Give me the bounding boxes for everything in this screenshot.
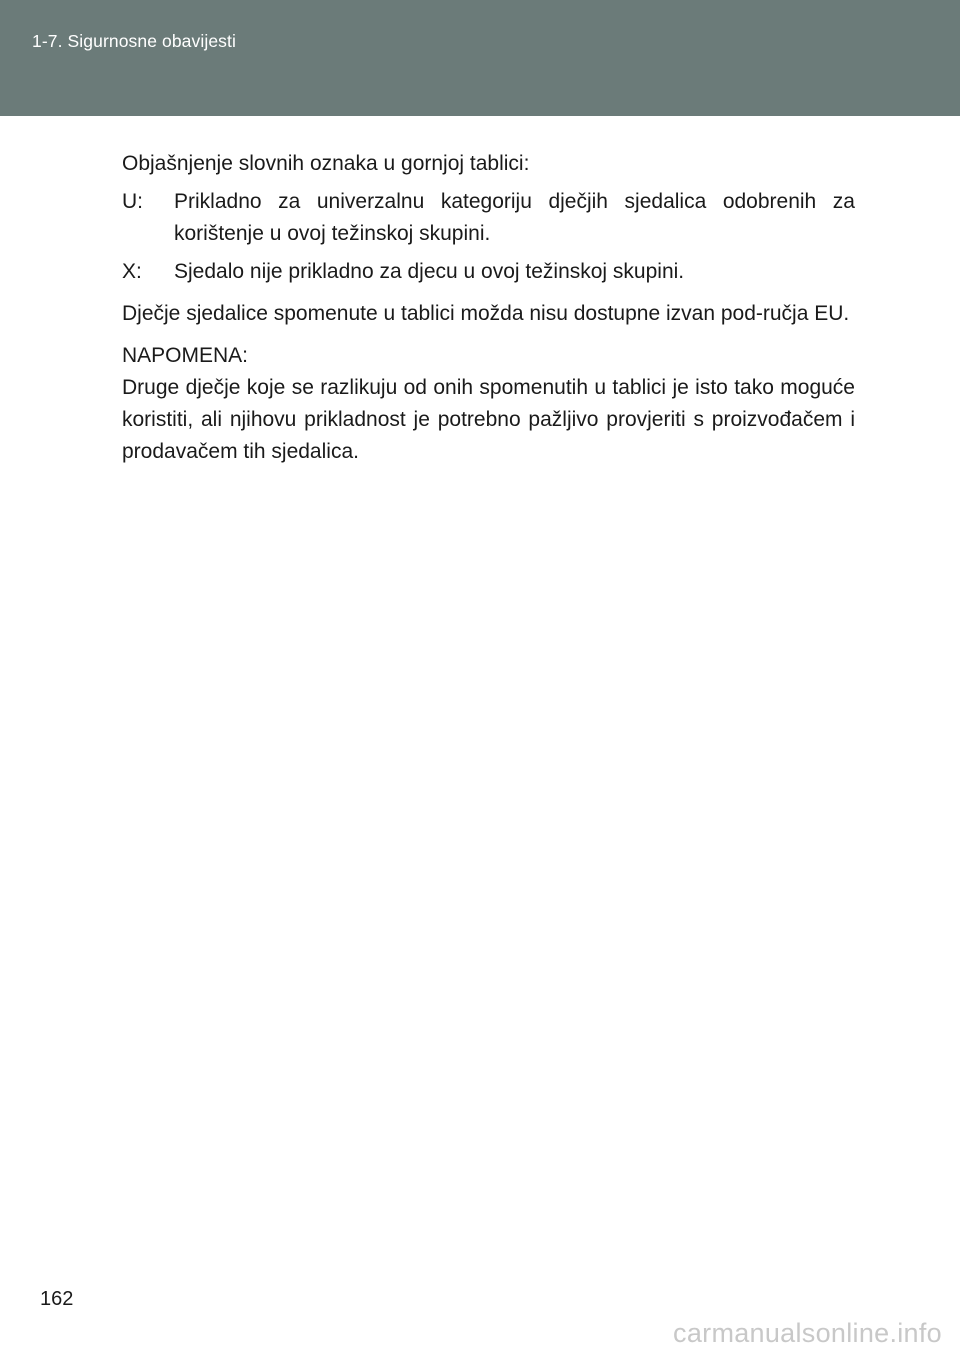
watermark: carmanualsonline.info xyxy=(673,1318,942,1348)
definition-text: Prikladno za univerzalnu kategoriju dječjih sjedalica odobrenih za korištenje u ovoj težinskoj skupini. xyxy=(174,190,855,245)
definition-item-x xyxy=(122,256,855,288)
page-content xyxy=(122,148,855,468)
availability-paragraph: Dječje sjedalice spomenute u tablici možda nisu dostupne izvan pod-ručja EU. xyxy=(122,302,850,325)
intro-paragraph: Objašnjenje slovnih oznaka u gornjoj tablici: xyxy=(122,152,530,175)
definition-key: U: xyxy=(122,190,143,213)
note-text: Druge dječje koje se razlikuju od onih spomenutih u tablici je isto tako moguće koristiti, ali njihovu prikladnost je potrebno pažljivo provjeriti s proizvođačem i prodavačem tih sjedalica. xyxy=(122,376,855,463)
header-band xyxy=(0,0,960,116)
definition-list xyxy=(122,186,855,288)
section-title: 1-7. Sigurnosne obavijesti xyxy=(32,31,236,51)
definition-key: X: xyxy=(122,260,142,283)
note-label: NAPOMENA: xyxy=(122,344,249,367)
definition-text: Sjedalo nije prikladno za djecu u ovoj težinskoj skupini. xyxy=(174,260,685,283)
page-number: 162 xyxy=(40,1288,74,1310)
definition-item-u xyxy=(122,186,855,250)
